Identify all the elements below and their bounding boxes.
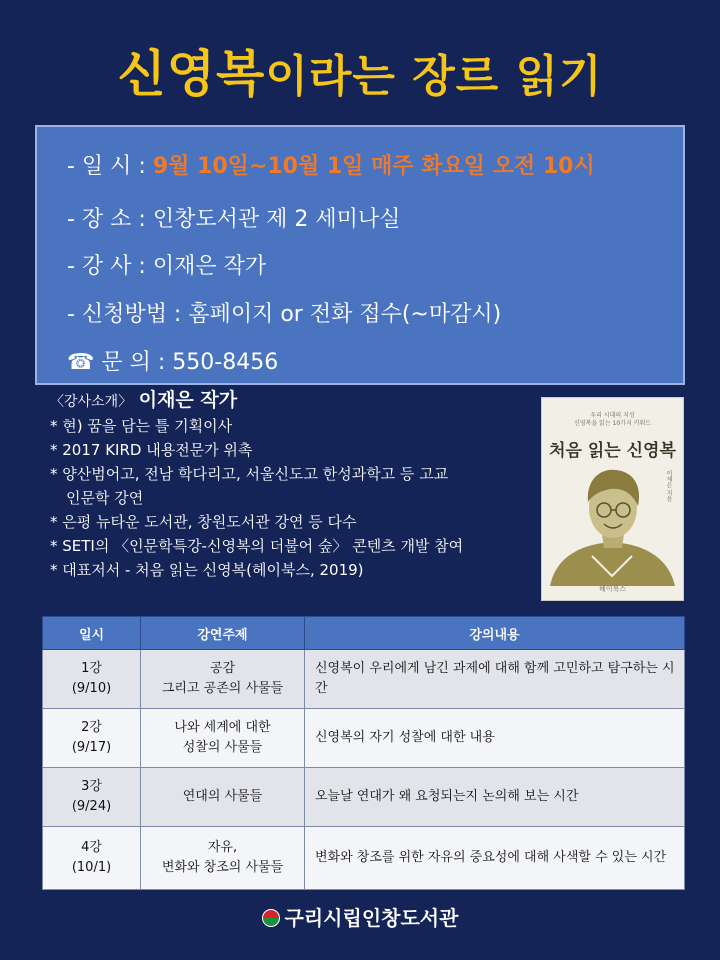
intro-name: 이재은 작가	[132, 389, 238, 411]
header-content: 강의내용	[305, 617, 685, 650]
info-lecturer: - 강 사 : 이재은 작가	[67, 254, 267, 279]
content-cell: 변화와 창조를 위한 자유의 중요성에 대해 사색할 수 있는 시간	[305, 827, 685, 890]
book-author: 이재은 지음	[665, 470, 672, 502]
book-title: 처음 읽는 신영복	[549, 441, 676, 461]
content-cell: 오늘날 연대가 왜 요청되는지 논의해 보는 시간	[305, 768, 685, 827]
session-date: (9/17)	[71, 740, 112, 755]
topic-line: 자유,	[207, 840, 238, 855]
book-publisher: 헤이북스	[598, 585, 627, 593]
author-portrait-illustration	[542, 456, 683, 586]
topic-cell	[141, 768, 305, 827]
table-row	[43, 650, 685, 709]
table-row	[43, 768, 685, 827]
info-date	[67, 149, 595, 180]
session-number: 2강	[81, 720, 102, 735]
session-cell	[43, 650, 141, 709]
content-cell: 신영복의 자기 성찰에 대한 내용	[305, 709, 685, 768]
book-subtitle: 우리 시대의 지성 신영복을 읽는 10가지 키워드	[573, 412, 652, 427]
poster-title	[0, 34, 720, 106]
topic-cell	[141, 827, 305, 890]
info-box	[35, 125, 685, 385]
intro-heading	[50, 388, 520, 414]
title-accent: 신영복	[117, 44, 266, 103]
intro-item: * 2017 KIRD 내용전문가 위촉	[50, 441, 253, 459]
session-date: (9/24)	[71, 799, 112, 814]
session-cell	[43, 709, 141, 768]
intro-item: * 양산범어고, 전남 학다리고, 서울신도고 한성과학고 등 고교	[50, 465, 449, 483]
title-rest: 이라는 장르 읽기	[265, 51, 603, 102]
topic-cell	[141, 650, 305, 709]
session-number: 4강	[81, 840, 102, 855]
footer-organization	[0, 902, 720, 931]
table-row	[43, 709, 685, 768]
info-apply: - 신청방법 : 홈페이지 or 전화 접수(~마감시)	[67, 302, 502, 327]
session-number: 1강	[81, 661, 102, 676]
header-date: 일시	[43, 617, 141, 650]
info-phone-text: 문 의 : 550-8456	[94, 350, 279, 375]
phone-icon: ☎	[67, 350, 95, 375]
intro-item: * SETI의 〈인문학특강-신영복의 더불어 숲〉 콘텐츠 개발 참여	[50, 537, 464, 555]
topic-line: 성찰의 사물들	[182, 740, 263, 755]
intro-item: * 대표저서 - 처음 읽는 신영복(헤이북스, 2019)	[50, 561, 364, 579]
topic-line: 나와 세계에 대한	[174, 720, 271, 735]
info-date-value: 9월 10일~10월 1일 매주 화요일 오전 10시	[152, 154, 595, 179]
info-phone	[67, 345, 278, 376]
table-row	[43, 827, 685, 890]
topic-cell	[141, 709, 305, 768]
intro-item: * 현) 꿈을 담는 틀 기획이사	[50, 417, 233, 435]
session-number: 3강	[81, 779, 102, 794]
topic-line: 그리고 공존의 사물들	[161, 681, 284, 696]
session-date: (9/10)	[71, 681, 112, 696]
info-place: - 장 소 : 인창도서관 제 2 세미나실	[67, 207, 401, 232]
schedule-table	[42, 616, 685, 890]
info-date-label: - 일 시 :	[67, 154, 153, 179]
header-topic: 강연주제	[141, 617, 305, 650]
content-cell: 신영복이 우리에게 남긴 과제에 대해 함께 고민하고 탐구하는 시간	[305, 650, 685, 709]
session-cell	[43, 827, 141, 890]
session-cell	[43, 768, 141, 827]
intro-item: 인문학 강연	[66, 489, 144, 507]
schedule-header-row	[43, 617, 685, 650]
lecturer-intro	[50, 388, 520, 582]
intro-item: * 은평 뉴타운 도서관, 창원도서관 강연 등 다수	[50, 513, 357, 531]
book-cover	[541, 397, 684, 601]
library-logo-icon	[262, 909, 280, 927]
footer-org-name: 구리시립인창도서관	[284, 906, 459, 930]
topic-line: 연대의 사물들	[182, 789, 263, 804]
topic-line: 변화와 창조의 사물들	[161, 860, 284, 875]
intro-label: 〈강사소개〉	[50, 394, 133, 410]
session-date: (10/1)	[71, 860, 112, 875]
topic-line: 공감	[209, 661, 236, 676]
